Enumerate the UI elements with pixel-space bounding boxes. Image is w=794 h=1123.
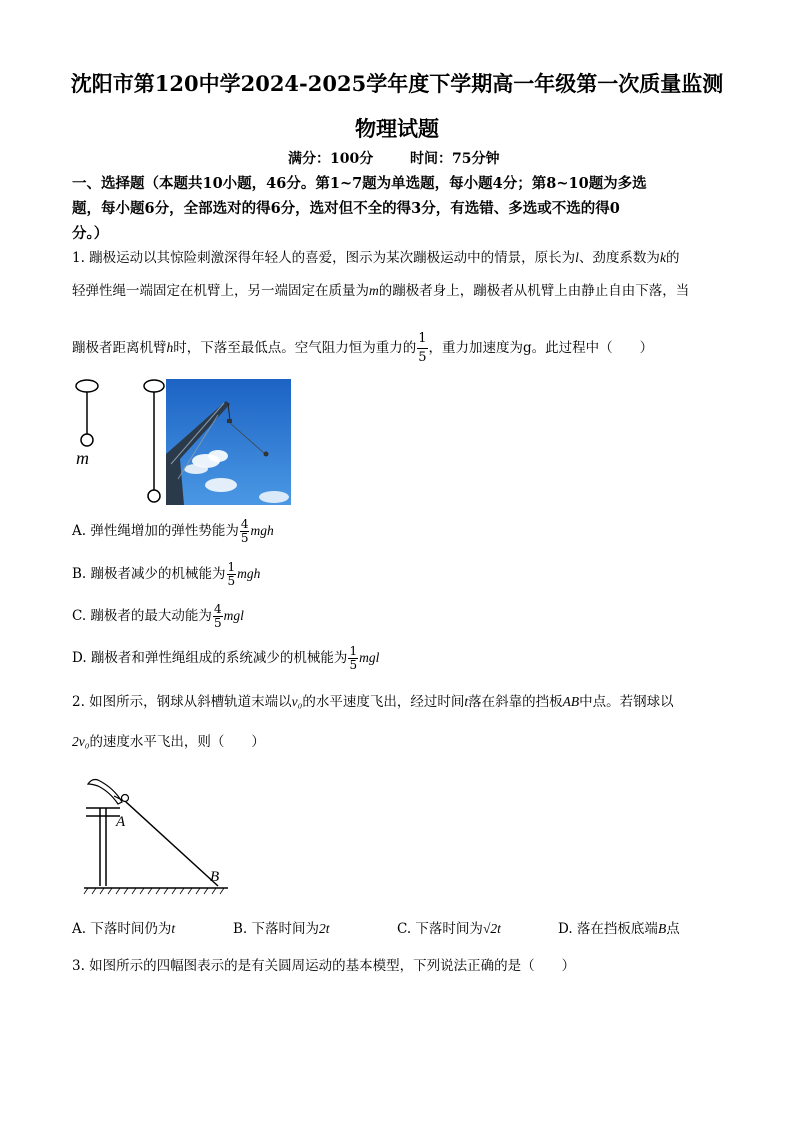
q1-option-b: B. 蹦极者减少的机械能为 $\frac{1}{5}$ mgh — [72, 560, 261, 588]
mass-label: m — [76, 448, 89, 468]
time-label: 时间：75分钟 — [410, 151, 500, 167]
q2-line2: 2v₀的速度水平飞出，则（ ） — [72, 734, 265, 750]
q2-line1: 2. 如图所示，钢球从斜槽轨道末端以v₀的水平速度飞出，经过时间t落在斜靠的挡板AB中点。若钢球以 — [72, 694, 674, 710]
q1-option-d: D. 蹦极者和弹性绳组成的系统减少的机械能为 $\frac{1}{5}$ mgl — [72, 644, 380, 672]
q2-option-b: B. 下落时间为2t — [233, 921, 330, 937]
fraction: $\frac{1}{5}$ — [418, 331, 427, 365]
q3-line1: 3. 如图所示的四幅图表示的是有关圆周运动的基本模型，下列说法正确的是（ ） — [72, 958, 576, 974]
q1-line2: 轻弹性绳一端固定在机臂上，另一端固定在质量为m的蹦极者身上，蹦极者从机臂上由静止自由下落，当 — [72, 283, 690, 299]
q1-line3: 蹦极者距离机臂h时，下落至最低点。空气阻力恒为重力的 $\frac{1}{5}$ ，重力加速度为g。此过程中（ ） — [72, 331, 654, 365]
page-title: 沈阳市第120中学2024-2025学年度下学期高一年级第一次质量监测 — [70, 71, 724, 96]
section-header-line2: 题，每小题6分，全部选对的得6分，选对但不全的得3分，有选错、多选或不选的得0 — [72, 200, 620, 217]
subject-title: 物理试题 — [355, 116, 439, 141]
q1-line1: 1. 蹦极运动以其惊险刺激深得年轻人的喜爱，图示为某次蹦极运动中的情景，原长为l、劲度系数为k的 — [72, 250, 680, 266]
section-header-line3: 分。） — [72, 225, 109, 242]
score-label: 满分：100分 — [288, 151, 374, 167]
label-b: B — [210, 869, 220, 885]
q1-option-a: A. 弹性绳增加的弹性势能为 $\frac{4}{5}$ mgh — [72, 517, 274, 545]
q2-option-a: A. 下落时间仍为t — [72, 921, 176, 937]
bungee-photo — [166, 379, 291, 505]
section-header-line1: 一、选择题（本题共10小题，46分。第1~7题为单选题，每小题4分；第8~10题为多选 — [72, 175, 647, 192]
q2-option-d: D. 落在挡板底端B点 — [558, 921, 680, 937]
q1-option-c: C. 蹦极者的最大动能为 $\frac{4}{5}$ mgl — [72, 602, 244, 630]
label-a: A — [116, 814, 126, 830]
q2-option-c: C. 下落时间为√2t — [397, 921, 501, 937]
